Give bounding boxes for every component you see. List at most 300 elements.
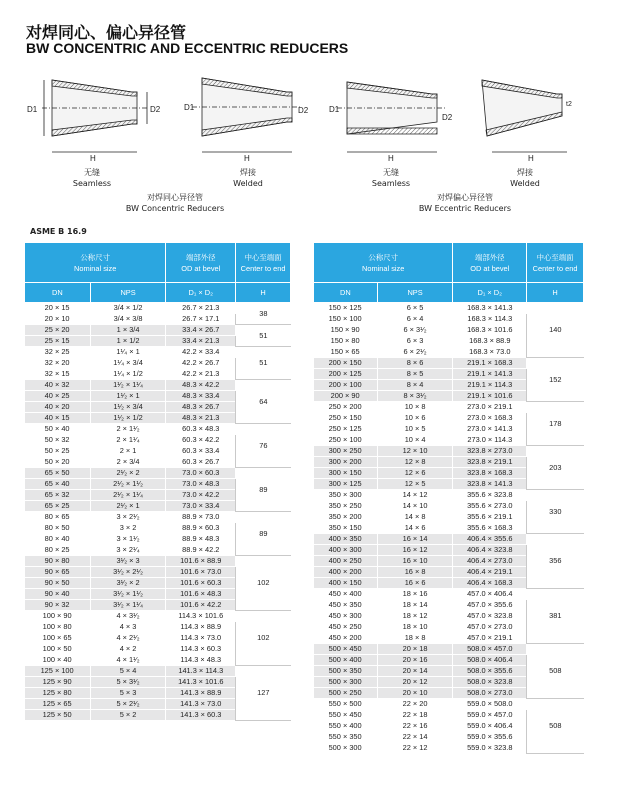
caption-seamless-1 [62, 167, 122, 189]
cell-nps: 18 × 10 [377, 622, 453, 633]
cell-nps: 5 × 3¹⁄₂ [90, 677, 166, 688]
cell-nps: 20 × 14 [377, 666, 453, 677]
caption-eccentric [395, 192, 535, 214]
th-dn: DN [25, 283, 91, 303]
cell-nps: 20 × 12 [377, 677, 453, 688]
cell-od: 101.6 × 88.9 [166, 556, 236, 567]
table-row [314, 589, 584, 600]
caption-seamless-2-cn: 无缝 [383, 168, 399, 177]
cell-nps: 1 × 1/2 [90, 336, 166, 347]
cell-nps: 3 × 1¹⁄₂ [90, 534, 166, 545]
cell-od: 141.3 × 88.9 [166, 688, 236, 699]
cell-nps: 18 × 14 [377, 600, 453, 611]
cell-od: 406.4 × 273.0 [453, 556, 527, 567]
cell-nps: 20 × 18 [377, 644, 453, 655]
cell-dn: 150 × 100 [314, 314, 378, 325]
cell-dn: 80 × 25 [25, 545, 91, 556]
cell-od: 355.6 × 273.0 [453, 501, 527, 512]
cell-dn: 450 × 200 [314, 633, 378, 644]
th-od-cn: 端部外径 [185, 252, 216, 262]
cell-nps: 8 × 4 [377, 380, 453, 391]
th-center-r-cn: 中心至端面 [536, 252, 574, 262]
cell-od: 323.8 × 168.3 [453, 468, 527, 479]
cell-dn: 40 × 20 [25, 402, 91, 413]
cell-od: 559.0 × 323.8 [453, 743, 527, 754]
caption-concentric-en: BW Concentric Reducers [125, 204, 225, 213]
cell-od: 26.7 × 17.1 [166, 314, 236, 325]
cell-dn: 150 × 125 [314, 303, 378, 314]
label-h-4: H [528, 154, 534, 163]
cell-od: 355.6 × 323.8 [453, 490, 527, 501]
left-size-table [24, 242, 291, 721]
caption-seamless-1-cn: 无缝 [84, 168, 100, 177]
cell-od: 406.4 × 219.1 [453, 567, 527, 578]
cell-od: 101.6 × 42.2 [166, 600, 236, 611]
cell-dn: 32 × 25 [25, 347, 91, 358]
cell-od: 219.1 × 114.3 [453, 380, 527, 391]
cell-dn: 65 × 50 [25, 468, 91, 479]
cell-od: 114.3 × 88.9 [166, 622, 236, 633]
cell-dn: 100 × 90 [25, 611, 91, 622]
cell-nps: 2¹⁄₂ × 2 [90, 468, 166, 479]
cell-nps: 2 × 1 [90, 446, 166, 457]
cell-od: 273.0 × 114.3 [453, 435, 527, 446]
cell-nps: 2 × 1¹⁄₂ [90, 424, 166, 435]
cell-nps: 22 × 18 [377, 710, 453, 721]
cell-h: 508 [527, 644, 584, 699]
cell-dn: 100 × 80 [25, 622, 91, 633]
cell-dn: 400 × 300 [314, 545, 378, 556]
th-nps-r: NPS [377, 283, 453, 303]
table-row [25, 325, 291, 336]
table-row [314, 303, 584, 314]
cell-od: 141.3 × 114.3 [166, 666, 236, 677]
caption-eccentric-en: BW Eccentric Reducers [418, 204, 512, 213]
cell-h: 102 [236, 556, 291, 611]
cell-h: 89 [236, 512, 291, 556]
cell-nps: 3 × 2¹⁄₂ [90, 512, 166, 523]
table-row [25, 303, 291, 314]
cell-dn: 550 × 400 [314, 721, 378, 732]
cell-dn: 20 × 10 [25, 314, 91, 325]
cell-dn: 500 × 400 [314, 655, 378, 666]
cell-dn: 90 × 32 [25, 600, 91, 611]
caption-concentric-cn: 对焊同心异径管 [147, 193, 203, 202]
cell-od: 114.3 × 73.0 [166, 633, 236, 644]
label-h-1: H [90, 154, 96, 163]
cell-nps: 2 × 1¹⁄₄ [90, 435, 166, 446]
table-row [25, 468, 291, 479]
th-od [166, 243, 236, 283]
cell-od: 508.0 × 273.0 [453, 688, 527, 699]
cell-dn: 40 × 15 [25, 413, 91, 424]
cell-nps: 10 × 4 [377, 435, 453, 446]
th-nominal-r-en: Nominal size [362, 263, 405, 273]
th-od-r [453, 243, 527, 283]
cell-od: 73.0 × 48.3 [166, 479, 236, 490]
cell-nps: 5 × 3 [90, 688, 166, 699]
cell-od: 101.6 × 48.3 [166, 589, 236, 600]
cell-od: 457.0 × 219.1 [453, 633, 527, 644]
cell-h: 381 [527, 589, 584, 644]
cell-od: 88.9 × 60.3 [166, 523, 236, 534]
cell-nps: 3/4 × 1/2 [90, 303, 166, 314]
cell-nps: 14 × 12 [377, 490, 453, 501]
cell-nps: 12 × 6 [377, 468, 453, 479]
cell-dn: 25 × 20 [25, 325, 91, 336]
cell-nps: 2 × 3/4 [90, 457, 166, 468]
cell-nps: 6 × 5 [377, 303, 453, 314]
caption-concentric [105, 192, 245, 214]
cell-nps: 3 × 2 [90, 523, 166, 534]
cell-od: 88.9 × 73.0 [166, 512, 236, 523]
cell-dn: 200 × 150 [314, 358, 378, 369]
cell-dn: 100 × 65 [25, 633, 91, 644]
table-row [314, 446, 584, 457]
cell-dn: 300 × 200 [314, 457, 378, 468]
label-h-2: H [244, 154, 250, 163]
cell-nps: 3¹⁄₂ × 3 [90, 556, 166, 567]
table-row [25, 347, 291, 358]
cell-nps: 14 × 8 [377, 512, 453, 523]
cell-dn: 20 × 15 [25, 303, 91, 314]
cell-nps: 1¹⁄₄ × 1/2 [90, 369, 166, 380]
cell-od: 60.3 × 48.3 [166, 424, 236, 435]
cell-od: 42.2 × 21.3 [166, 369, 236, 380]
cell-dn: 90 × 65 [25, 567, 91, 578]
cell-dn: 400 × 200 [314, 567, 378, 578]
cell-od: 406.4 × 323.8 [453, 545, 527, 556]
cell-nps: 12 × 10 [377, 446, 453, 457]
th-nominal-r-cn: 公称尺寸 [368, 252, 398, 262]
standard-label: ASME B 16.9 [30, 227, 87, 236]
th-center-r [527, 243, 584, 283]
cell-od: 508.0 × 457.0 [453, 644, 527, 655]
cell-od: 48.3 × 42.2 [166, 380, 236, 391]
cell-nps: 18 × 12 [377, 611, 453, 622]
cell-od: 168.3 × 73.0 [453, 347, 527, 358]
cell-nps: 5 × 2 [90, 710, 166, 721]
th-center-cn: 中心至端面 [244, 252, 282, 262]
cell-dn: 450 × 400 [314, 589, 378, 600]
cell-od: 457.0 × 406.4 [453, 589, 527, 600]
concentric-seamless-drawing [42, 80, 147, 152]
cell-nps: 16 × 8 [377, 567, 453, 578]
right-size-table [313, 242, 584, 754]
cell-od: 273.0 × 141.3 [453, 424, 527, 435]
table-row [25, 424, 291, 435]
cell-od: 508.0 × 406.4 [453, 655, 527, 666]
cell-nps: 1¹⁄₄ × 1 [90, 347, 166, 358]
cell-h: 51 [236, 347, 291, 380]
label-t2-4: t2 [566, 101, 572, 108]
cell-od: 559.0 × 355.6 [453, 732, 527, 743]
cell-od: 88.9 × 42.2 [166, 545, 236, 556]
cell-h: 76 [236, 424, 291, 468]
cell-dn: 32 × 15 [25, 369, 91, 380]
cell-od: 26.7 × 21.3 [166, 303, 236, 314]
cell-dn: 32 × 20 [25, 358, 91, 369]
eccentric-seamless-drawing [337, 82, 447, 152]
cell-nps: 1¹⁄₄ × 3/4 [90, 358, 166, 369]
page-title-cn: 对焊同心、偏心异径管 [26, 23, 187, 42]
cell-nps: 8 × 6 [377, 358, 453, 369]
cell-dn: 350 × 300 [314, 490, 378, 501]
label-d2-2: D2 [298, 106, 309, 115]
th-nominal-r [314, 243, 453, 283]
cell-dn: 125 × 80 [25, 688, 91, 699]
cell-od: 60.3 × 26.7 [166, 457, 236, 468]
cell-od: 559.0 × 508.0 [453, 699, 527, 710]
cell-dn: 125 × 100 [25, 666, 91, 677]
cell-h: 356 [527, 534, 584, 589]
cell-nps: 14 × 6 [377, 523, 453, 534]
cell-dn: 125 × 65 [25, 699, 91, 710]
cell-nps: 1¹⁄₂ × 1/2 [90, 413, 166, 424]
cell-dn: 250 × 150 [314, 413, 378, 424]
cell-nps: 10 × 5 [377, 424, 453, 435]
th-h: H [236, 283, 291, 303]
cell-od: 219.1 × 101.6 [453, 391, 527, 402]
cell-od: 168.3 × 88.9 [453, 336, 527, 347]
cell-nps: 3¹⁄₂ × 1¹⁄₂ [90, 589, 166, 600]
cell-od: 33.4 × 26.7 [166, 325, 236, 336]
label-d1-2: D1 [184, 103, 195, 112]
cell-od: 508.0 × 355.6 [453, 666, 527, 677]
cell-od: 355.6 × 219.1 [453, 512, 527, 523]
cell-nps: 18 × 16 [377, 589, 453, 600]
table-row [25, 512, 291, 523]
th-h-r: H [527, 283, 584, 303]
cell-nps: 8 × 5 [377, 369, 453, 380]
cell-nps: 6 × 3 [377, 336, 453, 347]
cell-nps: 5 × 4 [90, 666, 166, 677]
cell-nps: 4 × 3¹⁄₂ [90, 611, 166, 622]
cell-nps: 2¹⁄₂ × 1¹⁄₄ [90, 490, 166, 501]
cell-dn: 80 × 65 [25, 512, 91, 523]
cell-nps: 20 × 16 [377, 655, 453, 666]
cell-od: 457.0 × 355.6 [453, 600, 527, 611]
cell-h: 127 [236, 666, 291, 721]
cell-dn: 450 × 350 [314, 600, 378, 611]
cell-nps: 2¹⁄₂ × 1¹⁄₂ [90, 479, 166, 490]
cell-od: 273.0 × 168.3 [453, 413, 527, 424]
cell-dn: 90 × 40 [25, 589, 91, 600]
cell-dn: 550 × 500 [314, 699, 378, 710]
concentric-welded-drawing [192, 78, 302, 152]
th-center-en: Center to end [240, 263, 286, 273]
cell-dn: 50 × 20 [25, 457, 91, 468]
cell-dn: 50 × 40 [25, 424, 91, 435]
cell-h: 89 [236, 468, 291, 512]
cell-nps: 6 × 4 [377, 314, 453, 325]
label-d1-3: D1 [329, 105, 340, 114]
cell-nps: 20 × 10 [377, 688, 453, 699]
cell-h: 102 [236, 611, 291, 666]
cell-h: 64 [236, 380, 291, 424]
cell-nps: 12 × 5 [377, 479, 453, 490]
th-nominal-en: Nominal size [74, 263, 117, 273]
cell-od: 73.0 × 60.3 [166, 468, 236, 479]
cell-od: 323.8 × 141.3 [453, 479, 527, 490]
cell-nps: 10 × 8 [377, 402, 453, 413]
cell-dn: 400 × 350 [314, 534, 378, 545]
cell-dn: 90 × 50 [25, 578, 91, 589]
cell-nps: 4 × 1¹⁄₂ [90, 655, 166, 666]
th-od-dims-r: D₁ × D₂ [453, 283, 527, 303]
cell-od: 114.3 × 101.6 [166, 611, 236, 622]
cell-od: 73.0 × 42.2 [166, 490, 236, 501]
cell-od: 73.0 × 33.4 [166, 501, 236, 512]
cell-dn: 500 × 350 [314, 666, 378, 677]
cell-od: 141.3 × 60.3 [166, 710, 236, 721]
cell-nps: 5 × 2¹⁄₂ [90, 699, 166, 710]
cell-nps: 18 × 8 [377, 633, 453, 644]
label-h-3: H [388, 154, 394, 163]
th-od-r-cn: 端部外径 [474, 252, 505, 262]
cell-dn: 150 × 90 [314, 325, 378, 336]
cell-h: 178 [527, 402, 584, 446]
cell-dn: 500 × 450 [314, 644, 378, 655]
caption-welded-1-cn: 焊接 [240, 168, 256, 177]
table-row [25, 611, 291, 622]
table-row [314, 358, 584, 369]
cell-dn: 65 × 40 [25, 479, 91, 490]
cell-nps: 1¹⁄₂ × 1¹⁄₄ [90, 380, 166, 391]
cell-dn: 300 × 250 [314, 446, 378, 457]
cell-od: 355.6 × 168.3 [453, 523, 527, 534]
cell-od: 457.0 × 323.8 [453, 611, 527, 622]
cell-dn: 125 × 90 [25, 677, 91, 688]
cell-od: 219.1 × 168.3 [453, 358, 527, 369]
cell-dn: 350 × 200 [314, 512, 378, 523]
cell-dn: 80 × 40 [25, 534, 91, 545]
cell-od: 323.8 × 273.0 [453, 446, 527, 457]
cell-od: 101.6 × 73.0 [166, 567, 236, 578]
cell-dn: 550 × 350 [314, 732, 378, 743]
cell-nps: 3¹⁄₂ × 2¹⁄₂ [90, 567, 166, 578]
cell-dn: 65 × 32 [25, 490, 91, 501]
cell-dn: 90 × 80 [25, 556, 91, 567]
cell-dn: 250 × 100 [314, 435, 378, 446]
cell-dn: 200 × 90 [314, 391, 378, 402]
cell-dn: 50 × 32 [25, 435, 91, 446]
th-center [236, 243, 291, 283]
cell-nps: 3¹⁄₂ × 2 [90, 578, 166, 589]
cell-dn: 200 × 125 [314, 369, 378, 380]
th-nominal [25, 243, 166, 283]
table-row [25, 666, 291, 677]
cell-od: 168.3 × 114.3 [453, 314, 527, 325]
cell-dn: 450 × 300 [314, 611, 378, 622]
cell-nps: 1¹⁄₂ × 1 [90, 391, 166, 402]
cell-od: 88.9 × 48.3 [166, 534, 236, 545]
cell-dn: 400 × 250 [314, 556, 378, 567]
cell-h: 140 [527, 303, 584, 358]
cell-nps: 10 × 6 [377, 413, 453, 424]
cell-od: 406.4 × 355.6 [453, 534, 527, 545]
cell-dn: 150 × 65 [314, 347, 378, 358]
cell-od: 141.3 × 73.0 [166, 699, 236, 710]
table-row [314, 644, 584, 655]
cell-dn: 350 × 150 [314, 523, 378, 534]
cell-nps: 22 × 20 [377, 699, 453, 710]
cell-nps: 22 × 16 [377, 721, 453, 732]
caption-seamless-2 [361, 167, 421, 189]
caption-welded-2-en: Welded [510, 179, 540, 188]
table-row [25, 556, 291, 567]
cell-dn: 100 × 50 [25, 644, 91, 655]
cell-od: 219.1 × 141.3 [453, 369, 527, 380]
cell-dn: 100 × 40 [25, 655, 91, 666]
cell-h: 51 [236, 325, 291, 347]
th-od-en: OD at bevel [181, 263, 221, 273]
cell-nps: 16 × 12 [377, 545, 453, 556]
caption-welded-2 [495, 167, 555, 189]
cell-dn: 80 × 50 [25, 523, 91, 534]
caption-eccentric-cn: 对焊偏心异径管 [437, 193, 493, 202]
caption-seamless-2-en: Seamless [371, 179, 411, 188]
table-row [25, 380, 291, 391]
cell-nps: 4 × 3 [90, 622, 166, 633]
cell-od: 406.4 × 168.3 [453, 578, 527, 589]
cell-h: 152 [527, 358, 584, 402]
cell-dn: 250 × 125 [314, 424, 378, 435]
cell-h: 330 [527, 490, 584, 534]
cell-nps: 4 × 2¹⁄₂ [90, 633, 166, 644]
cell-od: 141.3 × 101.6 [166, 677, 236, 688]
table-row [314, 699, 584, 710]
cell-od: 48.3 × 21.3 [166, 413, 236, 424]
label-d2-1: D2 [150, 105, 161, 114]
cell-dn: 25 × 15 [25, 336, 91, 347]
cell-dn: 65 × 25 [25, 501, 91, 512]
cell-nps: 6 × 3¹⁄₂ [377, 325, 453, 336]
eccentric-welded-drawing [482, 80, 567, 152]
cell-dn: 125 × 50 [25, 710, 91, 721]
cell-dn: 300 × 150 [314, 468, 378, 479]
cell-nps: 3¹⁄₂ × 1¹⁄₄ [90, 600, 166, 611]
th-od-r-en: OD at bevel [470, 263, 510, 273]
cell-h: 508 [527, 699, 584, 754]
cell-nps: 22 × 14 [377, 732, 453, 743]
cell-nps: 16 × 14 [377, 534, 453, 545]
cell-dn: 250 × 200 [314, 402, 378, 413]
cell-od: 42.2 × 26.7 [166, 358, 236, 369]
cell-dn: 300 × 125 [314, 479, 378, 490]
cell-nps: 16 × 6 [377, 578, 453, 589]
cell-od: 559.0 × 406.4 [453, 721, 527, 732]
th-center-r-en: Center to end [532, 263, 578, 273]
page-title-en: BW CONCENTRIC AND ECCENTRIC REDUCERS [26, 40, 349, 56]
cell-dn: 550 × 450 [314, 710, 378, 721]
cell-od: 42.2 × 33.4 [166, 347, 236, 358]
caption-welded-2-cn: 焊接 [517, 168, 533, 177]
cell-dn: 350 × 250 [314, 501, 378, 512]
cell-nps: 12 × 8 [377, 457, 453, 468]
cell-nps: 4 × 2 [90, 644, 166, 655]
label-d1-1: D1 [27, 105, 38, 114]
cell-od: 273.0 × 219.1 [453, 402, 527, 413]
cell-od: 114.3 × 48.3 [166, 655, 236, 666]
cell-nps: 22 × 12 [377, 743, 453, 754]
cell-od: 60.3 × 33.4 [166, 446, 236, 457]
cell-nps: 8 × 3¹⁄₂ [377, 391, 453, 402]
table-row [314, 490, 584, 501]
th-od-dims: D₁ × D₂ [166, 283, 236, 303]
cell-dn: 40 × 32 [25, 380, 91, 391]
cell-dn: 50 × 25 [25, 446, 91, 457]
